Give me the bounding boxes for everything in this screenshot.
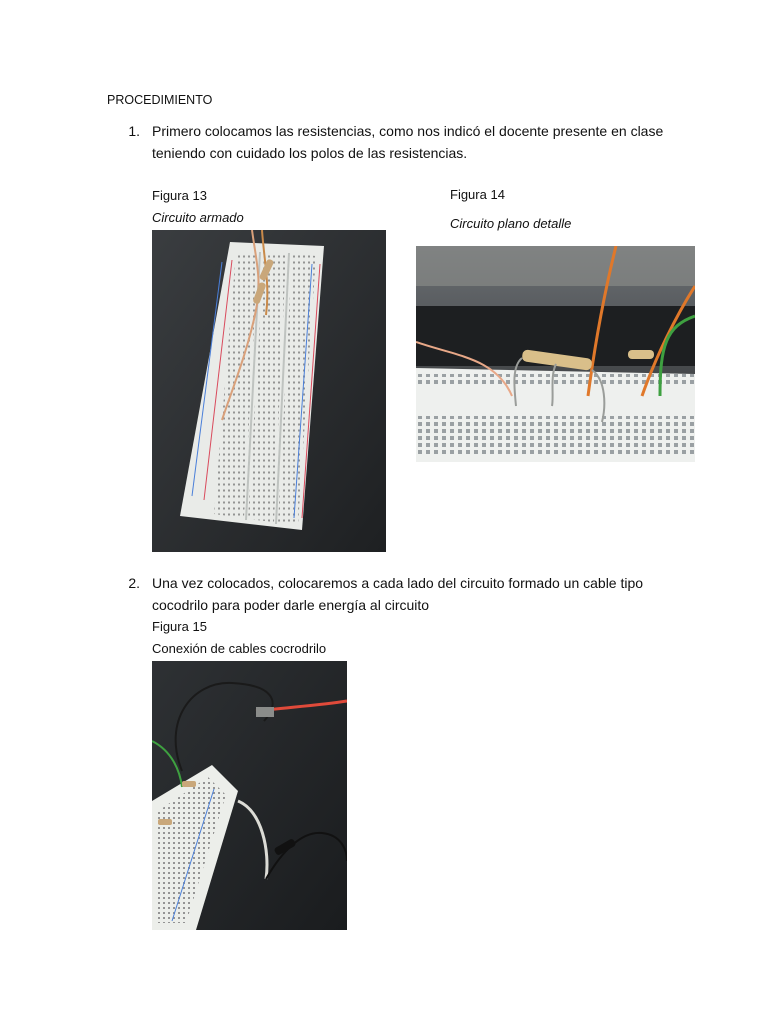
step-text-line: Primero colocamos las resistencias, como nos indicó el docente presente en clase (152, 123, 664, 139)
figure-label: Figura 14 (450, 187, 505, 202)
figure-label: Figura 15 (152, 619, 207, 634)
figure-caption: Circuito armado (152, 210, 244, 225)
step-text-line: cocodrilo para poder darle energía al circuito (152, 597, 430, 613)
step-text-line: teniendo con cuidado los polos de las resistencias. (152, 145, 468, 161)
figure-13-photo (152, 230, 386, 552)
figure-label: Figura 13 (152, 188, 207, 203)
figure-caption: Circuito plano detalle (450, 216, 572, 231)
figure-caption: Conexión de cables cocrodrilo (152, 641, 327, 656)
section-heading: PROCEDIMIENTO (107, 93, 213, 107)
step-number: 1. (128, 123, 140, 139)
figure-15-photo (152, 661, 347, 930)
step-number: 2. (128, 575, 140, 591)
figure-14-photo (416, 246, 695, 462)
step-text-line: Una vez colocados, colocaremos a cada lado del circuito formado un cable tipo (152, 575, 644, 591)
